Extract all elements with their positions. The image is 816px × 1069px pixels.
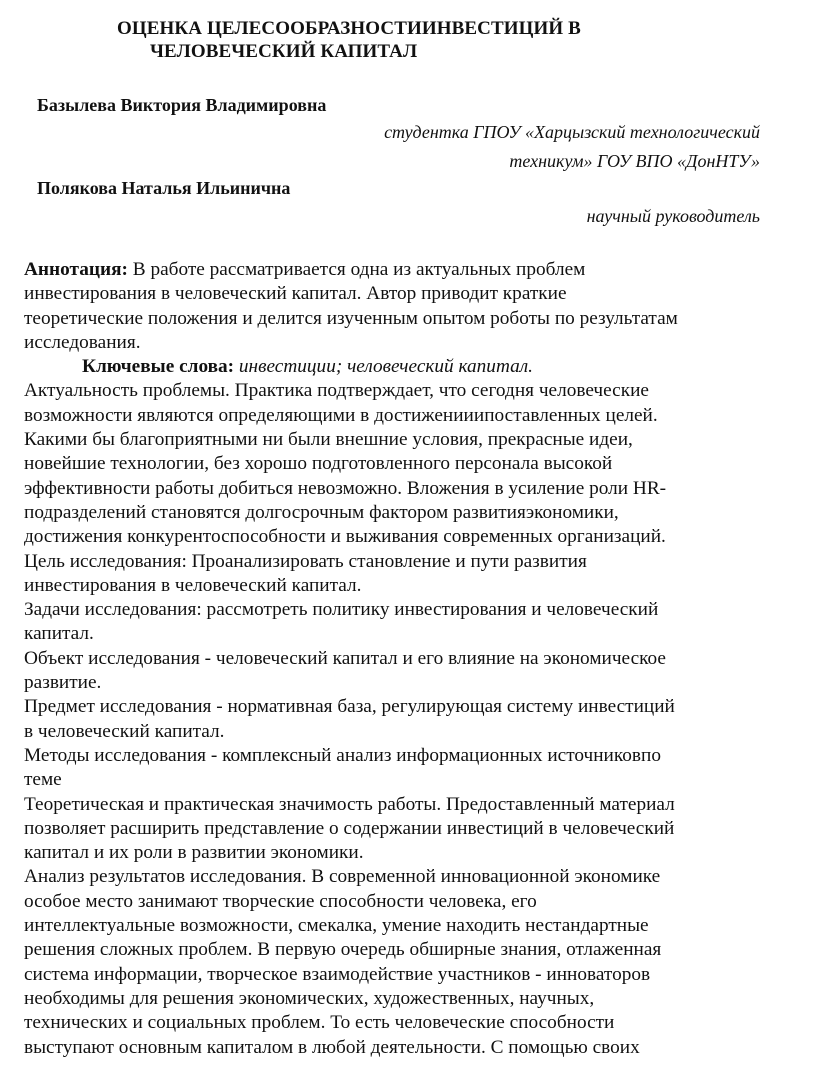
- body-line: система информации, творческое взаимодействие участников - инноваторов: [24, 963, 651, 985]
- body-line: особое место занимают творческие способности человека, его: [24, 890, 537, 912]
- body-line: позволяет расширить представление о содержании инвестиций в человеческий: [24, 817, 675, 839]
- body-line: Объект исследования - человеческий капитал и его влияние на экономическое: [24, 647, 666, 669]
- author-1-role-line-1: студентка ГПОУ «Харцызский технологический: [384, 122, 760, 142]
- abstract-line: инвестирования в человеческий капитал. Автор приводит краткие: [24, 283, 567, 305]
- title-line-2: ЧЕЛОВЕЧЕСКИЙ КАПИТАЛ: [150, 41, 418, 62]
- body-line: необходимы для решения экономических, художественных, научных,: [24, 987, 595, 1009]
- abstract-label: Аннотация:: [24, 259, 128, 280]
- body-line: технических и социальных проблем. То есть человеческие способности: [24, 1012, 615, 1034]
- body-line: капитал и их роли в развитии экономики.: [24, 842, 364, 864]
- body-line: Анализ результатов исследования. В современной инновационной экономике: [24, 866, 661, 888]
- body-line: выступают основным капиталом в любой деятельности. С помощью своих: [24, 1036, 640, 1058]
- author-1-role-line-2: техникум» ГОУ ВПО «ДонНТУ»: [509, 151, 760, 171]
- body-line: Методы исследования - комплексный анализ информационных источниковпо: [24, 744, 661, 766]
- abstract-line: [24, 258, 784, 282]
- keywords-label: Ключевые слова:: [82, 356, 235, 378]
- body-line: подразделений становятся долгосрочным фактором развитияэкономики,: [24, 501, 619, 523]
- body-line: достижения конкурентоспособности и выживания современных организаций.: [24, 526, 666, 548]
- body-line: Предмет исследования - нормативная база, регулирующая систему инвестиций: [24, 696, 675, 718]
- body-line: эффективности работы добиться невозможно. Вложения в усиление роли HR-: [24, 477, 667, 499]
- author-2-role: научный руководитель: [586, 206, 760, 226]
- abstract-line: исследования.: [24, 331, 141, 353]
- body-line: решения сложных проблем. В первую очередь обширные знания, отлаженная: [24, 939, 662, 961]
- body-line: Какими бы благоприятными ни были внешние условия, прекрасные идеи,: [24, 429, 633, 451]
- body-line: теме: [24, 769, 62, 791]
- body-line: интеллектуальные возможности, смекалка, умение находить нестандартные: [24, 915, 649, 937]
- keywords-line: [24, 355, 784, 379]
- author-1-name: Базылева Виктория Владимировна: [37, 95, 327, 115]
- title-line-1: ОЦЕНКА ЦЕЛЕСООБРАЗНОСТИИНВЕСТИЦИЙ В: [117, 18, 581, 39]
- abstract-line: теоретические положения и делится изученным опытом роботы по результатам: [24, 307, 678, 329]
- body-line: Теоретическая и практическая значимость работы. Предоставленный материал: [24, 793, 675, 815]
- body-line: возможности являются определяющими в достиженииипоставленных целей.: [24, 404, 658, 426]
- body-line: Задачи исследования: рассмотреть политику инвестирования и человеческий: [24, 599, 659, 621]
- body-line: в человеческий капитал.: [24, 720, 225, 742]
- author-2-name: Полякова Наталья Ильинична: [37, 178, 291, 198]
- abstract-text: В работе рассматривается одна из актуальных проблем: [127, 259, 586, 280]
- body-line: Цель исследования: Проанализировать становление и пути развития: [24, 550, 587, 572]
- body-line: Актуальность проблемы. Практика подтверждает, что сегодня человеческие: [24, 380, 649, 402]
- body-line: капитал.: [24, 623, 94, 645]
- article-body: [24, 258, 784, 1060]
- body-line: инвестирования в человеческий капитал.: [24, 574, 362, 596]
- body-line: новейшие технологии, без хорошо подготовленного персонала высокой: [24, 453, 613, 475]
- keywords-value: инвестиции; человеческий капитал.: [234, 356, 533, 378]
- body-paragraphs: [24, 379, 784, 1059]
- body-line: развитие.: [24, 672, 102, 694]
